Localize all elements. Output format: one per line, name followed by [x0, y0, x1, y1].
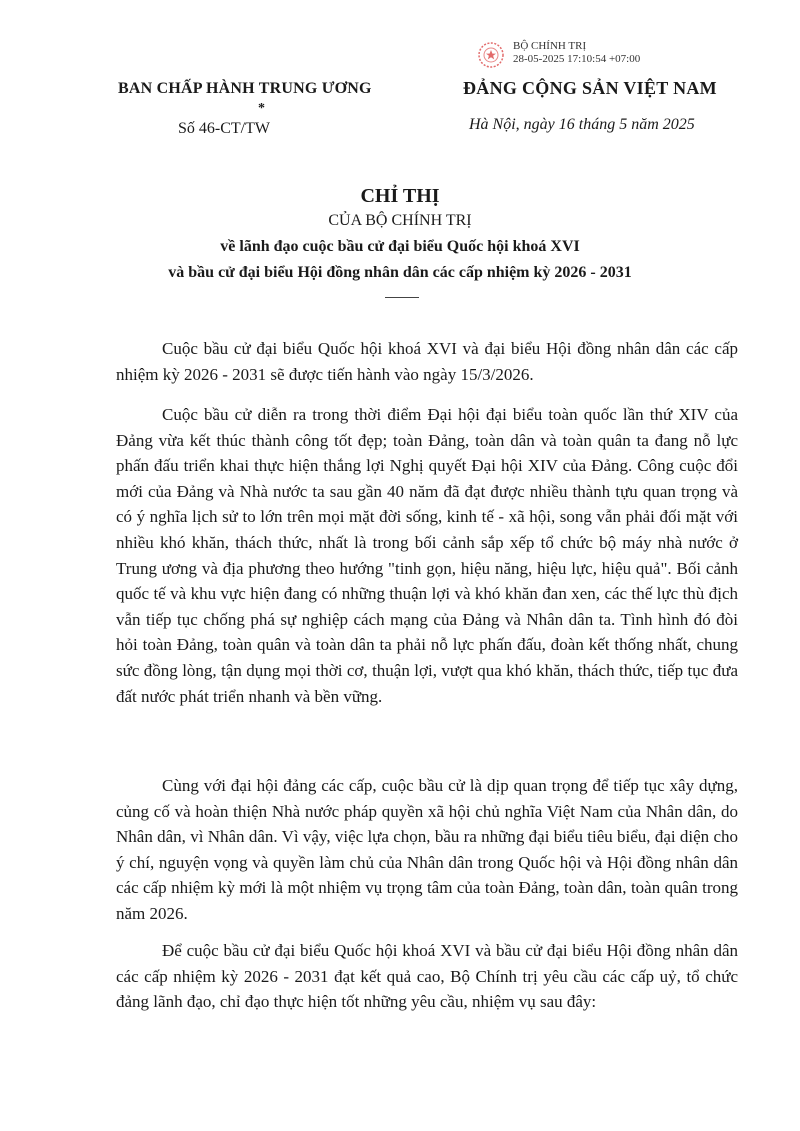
document-type-title: CHỈ THỊ — [360, 185, 440, 207]
paragraph-4: Để cuộc bầu cử đại biểu Quốc hội khoá XVI và bầu cử đại biểu Hội đồng nhân dân các cấp nhiệm kỳ 2026 - 2031 đạt kết quả cao, Bộ Chính trị yêu cầu các cấp uỷ, tổ chức đảng lãnh đạo, chỉ đạo thực hiện tốt những yêu cầu, nhiệm vụ sau đây: — [116, 941, 738, 1012]
digital-signature-stamp — [513, 40, 640, 66]
paragraph-2: Cuộc bầu cử diễn ra trong thời điểm Đại hội đại biểu toàn quốc lần thứ XIV của Đảng vừa kết thúc thành công tốt đẹp; toàn Đảng, toàn dân và toàn quân ta đang nỗ lực phấn đấu triển khai thực hiện thắng lợi Nghị quyết Đại hội XIV của Đảng. Công cuộc đổi mới của Đảng và Nhà nước ta sau gần 40 năm đã đạt được nhiều thành tựu quan trọng và có ý nghĩa lịch sử to lớn trên mọi mặt đời sống, kinh tế - xã hội, song vẫn phải đối mặt với nhiều khó khăn, thách thức, nhất là trong bối cảnh sắp xếp tổ chức bộ máy nhà nước ở Trung ương và địa phương theo hướng "tinh gọn, hiệu năng, hiệu lực, hiệu quả". Bối cảnh quốc tế và khu vực hiện đang có những thuận lợi và khó khăn đan xen, các thế lực thù địch vẫn tiếp tục chống phá sự nghiệp cách mạng của Đảng và Nhân dân ta. Tình hình đó đòi hỏi toàn Đảng, toàn quân và toàn dân ta phải nỗ lực phấn đấu, đoàn kết thống nhất, chung sức đồng lòng, tận dụng mọi thời cơ, thuận lợi, vượt qua khó khăn, thách thức, tiếp tục đưa đất nước phát triển nhanh và bền vững. — [116, 405, 738, 706]
paragraph-3: Cùng với đại hội đảng các cấp, cuộc bầu cử là dịp quan trọng để tiếp tục xây dựng, củng cố và hoàn thiện Nhà nước pháp quyền xã hội chủ nghĩa Việt Nam của Nhân dân, do Nhân dân, vì Nhân dân. Vì vậy, việc lựa chọn, bầu ra những đại biểu tiêu biểu, đại diện cho ý chí, nguyện vọng và quyền làm chủ của Nhân dân trong Quốc hội và Hội đồng nhân dân các cấp nhiệm kỳ mới là một nhiệm vụ trọng tâm của toàn Đảng, toàn dân, toàn quân trong năm 2026. — [116, 776, 738, 923]
party-name: ĐẢNG CỘNG SẢN VIỆT NAM — [463, 78, 717, 98]
digital-signature-seal-icon — [476, 40, 506, 70]
subject-line-2: và bầu cử đại biểu Hội đồng nhân dân các cấp nhiệm kỳ 2026 - 2031 — [168, 264, 632, 281]
paragraph-1: Cuộc bầu cử đại biểu Quốc hội khoá XVI và đại biểu Hội đồng nhân dân các cấp nhiệm kỳ 2026 - 2031 sẽ được tiến hành vào ngày 15/3/2026. — [116, 339, 738, 384]
stamp-org: BỘ CHÍNH TRỊ — [513, 40, 587, 52]
subject-line-1: về lãnh đạo cuộc bầu cử đại biểu Quốc hội khoá XVI — [220, 238, 580, 255]
stamp-timestamp: 28-05-2025 17:10:54 +07:00 — [513, 53, 641, 65]
header-star: * — [258, 101, 265, 116]
title-divider — [385, 297, 419, 298]
issuing-body: BAN CHẤP HÀNH TRUNG ƯƠNG — [118, 80, 372, 97]
issuer-subtitle: CỦA BỘ CHÍNH TRỊ — [328, 212, 472, 229]
document-number: Số 46-CT/TW — [178, 120, 270, 137]
issue-date: Hà Nội, ngày 16 tháng 5 năm 2025 — [469, 116, 695, 133]
